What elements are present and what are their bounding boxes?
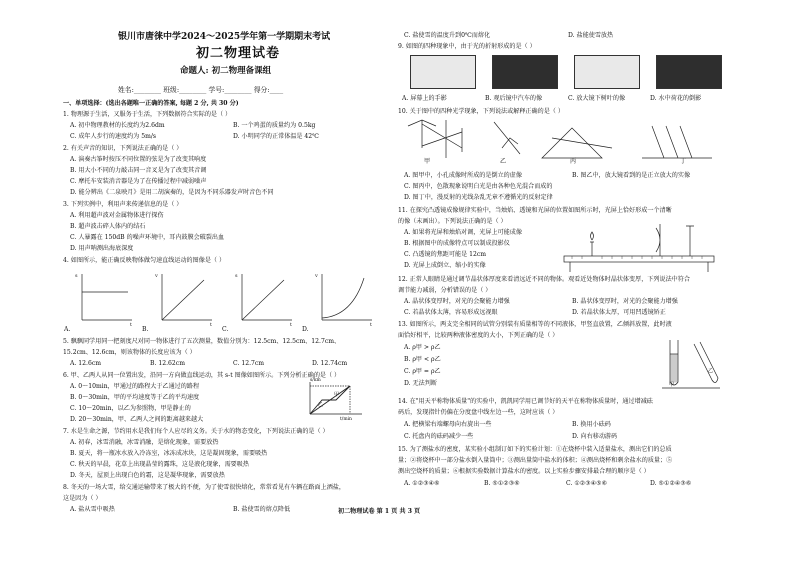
q14-option-c: C. 托盘内的砝码减少一些 [404, 433, 474, 440]
q12-option-a: A. 晶状体变厚时，对光的会聚能力增强 [404, 298, 510, 305]
q8-option-d: D. 盐能使雪放热 [568, 32, 614, 39]
svg-text:t: t [370, 322, 373, 328]
q6-stem: 6. 甲、乙两人从同一位置出发，沿同一方向做直线运动，其 s-t 图像如图所示。下列分析正确的是（ ） [63, 372, 341, 379]
q7-option-c: C. 秋天的早晨，花草上出现晶莹的露珠，这是液化现象，需要吸热 [70, 461, 249, 468]
q9-image-a [410, 55, 476, 89]
q1-option-d: D. 小明同学的正常体温是 42℃ [233, 133, 319, 140]
q8-option-c: C. 盐使雪的温度升到0℃而熔化 [404, 32, 491, 39]
q13-stem-2: 面恰好相平，比较两种液体密度的大小，下列正确的是（ ） [398, 332, 559, 339]
q14-option-b: B. 换用小砝码 [572, 421, 611, 428]
q2-option-c: C. 摩托车安装消音器是为了在传播过程中减弱噪声 [70, 178, 207, 185]
svg-text:t: t [130, 322, 133, 328]
q10-label-ding: 丁 [680, 158, 687, 165]
q3-option-b: B. 超声波击碎人体内的结石 [70, 223, 146, 230]
q3-option-a: A. 利用超声波对金属物体进行探伤 [70, 212, 164, 219]
q1-stem: 1. 物理源于生活，又服务于生活，下列数据符合实际的是（ ） [63, 111, 232, 118]
q6-option-a: A. 0～10min，甲通过的路程大于乙通过的路程 [70, 383, 200, 390]
q1-option-b: B. 一个鸡蛋的质量约为 0.5kg [233, 122, 316, 129]
q5-option-b: B. 12.62cm [150, 360, 185, 367]
q6-st-graph [304, 380, 364, 418]
q11-stem-2: 的像（未画出）。下列说法正确的是（ ） [398, 218, 507, 225]
q4-option-b: B. [142, 326, 149, 333]
q10-diagrams [402, 118, 722, 166]
q9-image-b [492, 55, 558, 89]
q15-option-b: B. ⑤①②③⑥ [484, 480, 520, 487]
q3-option-d: D. 用声呐测出海底深度 [70, 245, 134, 252]
q15-stem: 15. 为了测盐水的密度，某实验小组制订如下的实验计划：①在烧杯中装入适量盐水，测出它们的总质 [398, 446, 672, 453]
q3-option-c: C. 人暴露在 150dB 的噪声环境中，耳内鼓膜会破裂出血 [70, 234, 225, 241]
q5-option-c: C. 12.7cm [233, 360, 265, 367]
q1-option-c: C. 成年人步行的速度约为 5m/s [70, 133, 157, 140]
q7-option-b: B. 夏天，将一瓶冰水放入冷冻室，冰冻成冰块，这是凝固现象，需要吸热 [70, 450, 268, 457]
q1-option-a: A. 初中物理教材的长度约为2.6dm [70, 122, 165, 129]
page-footer: 初二物理试卷 第 1 页 共 3 页 [338, 508, 421, 515]
q13-option-d: D. 无法判断 [404, 380, 437, 387]
q9-option-c: C. 放大镜下树叶的像 [568, 95, 626, 102]
q8-option-b: B. 盐使雪的熔点降低 [233, 506, 291, 513]
svg-text:v: v [315, 273, 318, 279]
q12-option-b: B. 晶状体变厚时，对光的会聚能力增强 [572, 298, 678, 305]
author-line: 命题人: 初二物理备课组 [180, 66, 272, 76]
q4-stem: 4. 如图所示，能正确反映物体做匀速直线运动的图像是（ ） [63, 257, 226, 264]
q2-option-b: B. 用大小不同的力敲击同一音叉是为了改变其音调 [70, 167, 207, 174]
q6-option-b: B. 0～30min，甲的平均速度等于乙的平均速度 [70, 394, 200, 401]
svg-text:s: s [75, 273, 78, 279]
q9-option-b: B. 观后镜中汽车的像 [485, 95, 543, 102]
svg-text:s: s [235, 273, 238, 279]
q2-option-a: A. 演奏古筝时按压不同位置的弦是为了改变其响度 [70, 156, 207, 163]
q4-option-a: A. [64, 326, 71, 333]
q5-stem: 5. 飘飘同学用同一把刻度尺对同一物体进行了五次测量，数值分别为：12.5cm、12.5cm、12.7cm、 [63, 338, 341, 345]
q7-option-d: D. 冬天，屋顶上出现白色的霜，这是凝华现象，需要放热 [70, 472, 225, 479]
q10-option-c: C. 图丙中，色散现象说明白光是由各种色光混合而成的 [404, 183, 553, 190]
svg-text:t: t [210, 322, 213, 328]
school-title: 银川市唐徕中学2024～2025学年第一学期期末考试 [118, 32, 331, 42]
q4-graphs [72, 270, 372, 330]
q5-stem-2: 15.2cm、12.6cm，则该物体的长度应该为（ ） [63, 349, 196, 356]
q14-option-a: A. 把横梁右端螺母向右旋出一些 [404, 421, 492, 428]
q9-option-a: A. 屏幕上的手影 [402, 95, 447, 102]
q13-option-a: A. ρ甲 > ρ乙 [404, 344, 441, 351]
q15-stem-2: 量；②将烧杯中一部分盐水倒入量筒中；③测出量筒中盐水的体积；④测出烧杯和剩余盐水的质量；⑤ [398, 457, 673, 464]
q3-stem: 3. 下列实例中，利用声来传递信息的是（ ） [63, 201, 183, 208]
q13-option-b: B. ρ甲 < ρ乙 [404, 356, 441, 363]
q10-label-jia: 甲 [424, 158, 431, 165]
q12-stem: 12. 正常人眼睛是通过调节晶状体厚度来看清远近不同的物体。观看近处物体时晶状体变厚，下列说法中符合 [398, 276, 690, 283]
q15-option-c: C. ①②③④⑤⑥ [566, 480, 608, 487]
q15-option-a: A. ①②③④⑥ [404, 480, 440, 487]
q6-ylabel: s/km [310, 378, 321, 383]
student-info-line: 姓名:________ 班级:________ 学号:________ 得分:____ [118, 86, 284, 94]
svg-text:t: t [290, 322, 293, 328]
q6-xlabel: t/min [340, 417, 352, 422]
q12-option-c: C. 若晶状体太薄，容易形成远视眼 [404, 309, 498, 316]
q11-option-b: B. 根据图中的成像特点可以制成投影仪 [404, 240, 510, 247]
q2-stem: 2. 有关声音的知识，下列说法正确的是（ ） [63, 145, 183, 152]
q11-option-a: A. 如果将光屏和烛焰对调，光屏上可能成像 [404, 229, 522, 236]
q8-stem: 8. 冬天的一场大雪，给交通运输带来了极大的不便，为了使雪很快熔化，常常看见有车辆在路面上洒盐， [63, 484, 345, 491]
q4-option-c: C. [222, 326, 229, 333]
q4-option-d: D. [302, 326, 309, 333]
q13-label-jia: 甲 [669, 382, 675, 388]
q8-option-a: A. 盐从雪中吸热 [70, 506, 115, 513]
q11-option-c: C. 凸透镜的焦距可能是 12cm [404, 251, 487, 258]
q6-label-yi: 乙 [318, 402, 324, 408]
q7-option-a: A. 初春，冰雪消融，冰雪消融，是熔化现象，需要放热 [70, 439, 219, 446]
q9-option-d: D. 水中荷花的倒影 [650, 95, 702, 102]
q10-stem: 10. 关于图中的四种光学现象，下列说法或解释正确的是（ ） [398, 108, 564, 115]
q9-image-d [656, 55, 722, 89]
section-heading: 一、单项选择：(选出各题唯一正确的答案, 每题 2 分, 共 30 分) [63, 100, 239, 107]
q14-stem-2: 码后，发现指针仍偏在分度盘中线左边一些，这时应该（ ） [398, 409, 559, 416]
q15-option-d: D. ⑤①②④③⑥ [650, 480, 692, 487]
q12-option-d: D. 若晶状体太厚，可用凹透镜矫正 [572, 309, 666, 316]
page-title: 初二物理试卷 [196, 46, 281, 61]
q11-stem: 11. 在探究凸透镜成像规律实验中，当烛焰、透镜和光屏的位置如图所示时，光屏上恰好形成一个清晰 [398, 207, 672, 214]
q14-option-d: D. 向右移动游码 [572, 433, 618, 440]
q11-optical-bench [562, 220, 720, 276]
q13-label-yi: 乙 [708, 368, 714, 374]
q5-option-a: A. 12.6cm [70, 360, 102, 367]
q6-option-c: C. 10～20min，以乙为参照物，甲是静止的 [70, 405, 191, 412]
q10-label-yi: 乙 [500, 158, 507, 165]
q5-option-d: D. 12.74cm [312, 360, 348, 367]
q11-option-d: D. 光屏上成倒立、缩小的实像 [404, 262, 486, 269]
svg-text:v: v [155, 273, 158, 279]
q13-option-c: C. ρ甲 = ρ乙 [404, 368, 441, 375]
q9-image-c [574, 55, 640, 89]
q6-option-d: D. 20～30min，甲、乙两人之间的距离越来越大 [70, 416, 204, 423]
q9-stem: 9. 如图的四种现象中，由于光的折射形成的是（ ） [398, 43, 536, 50]
q14-stem: 14. 在"用天平称物体质量"的实验中，凯凯同学用已调节好的天平在称物体质量时，通过增减砝 [398, 398, 653, 405]
q13-stem: 13. 如图所示，两支完全相同的试管分别装有质量相等的不同液体，甲竖直放置，乙倾斜放置，此时液 [398, 321, 672, 328]
q10-option-b: B. 图乙中，放大镜看到的是正立放大的实像 [572, 172, 691, 179]
q15-stem-3: 测出空烧杯的质量；⑥根据实验数据计算盐水的密度。以上实验步骤安排最合理的顺序是（ ） [398, 468, 650, 475]
q2-option-d: D. 能分辨出《二泉映月》是用二胡演奏的，是因为不同乐器发声时音色不同 [70, 189, 274, 196]
q10-option-d: D. 图丁中，漫反射的光线杂乱无章不遵循光的反射定律 [404, 194, 553, 201]
q6-label-jia: 甲 [334, 392, 340, 398]
q10-label-bing: 丙 [570, 158, 577, 165]
q8-stem-2: 这是因为（ ） [63, 495, 102, 502]
q7-stem: 7. 水是生命之源，节约用水是我们每个人应尽的义务。关于水的物态变化，下列说法正确的是（ ） [63, 428, 329, 435]
q10-option-a: A. 图甲中，小孔成像时所成的是倒立的虚像 [404, 172, 522, 179]
q12-stem-2: 调节能力减弱，分析错误的是（ ） [398, 287, 492, 294]
